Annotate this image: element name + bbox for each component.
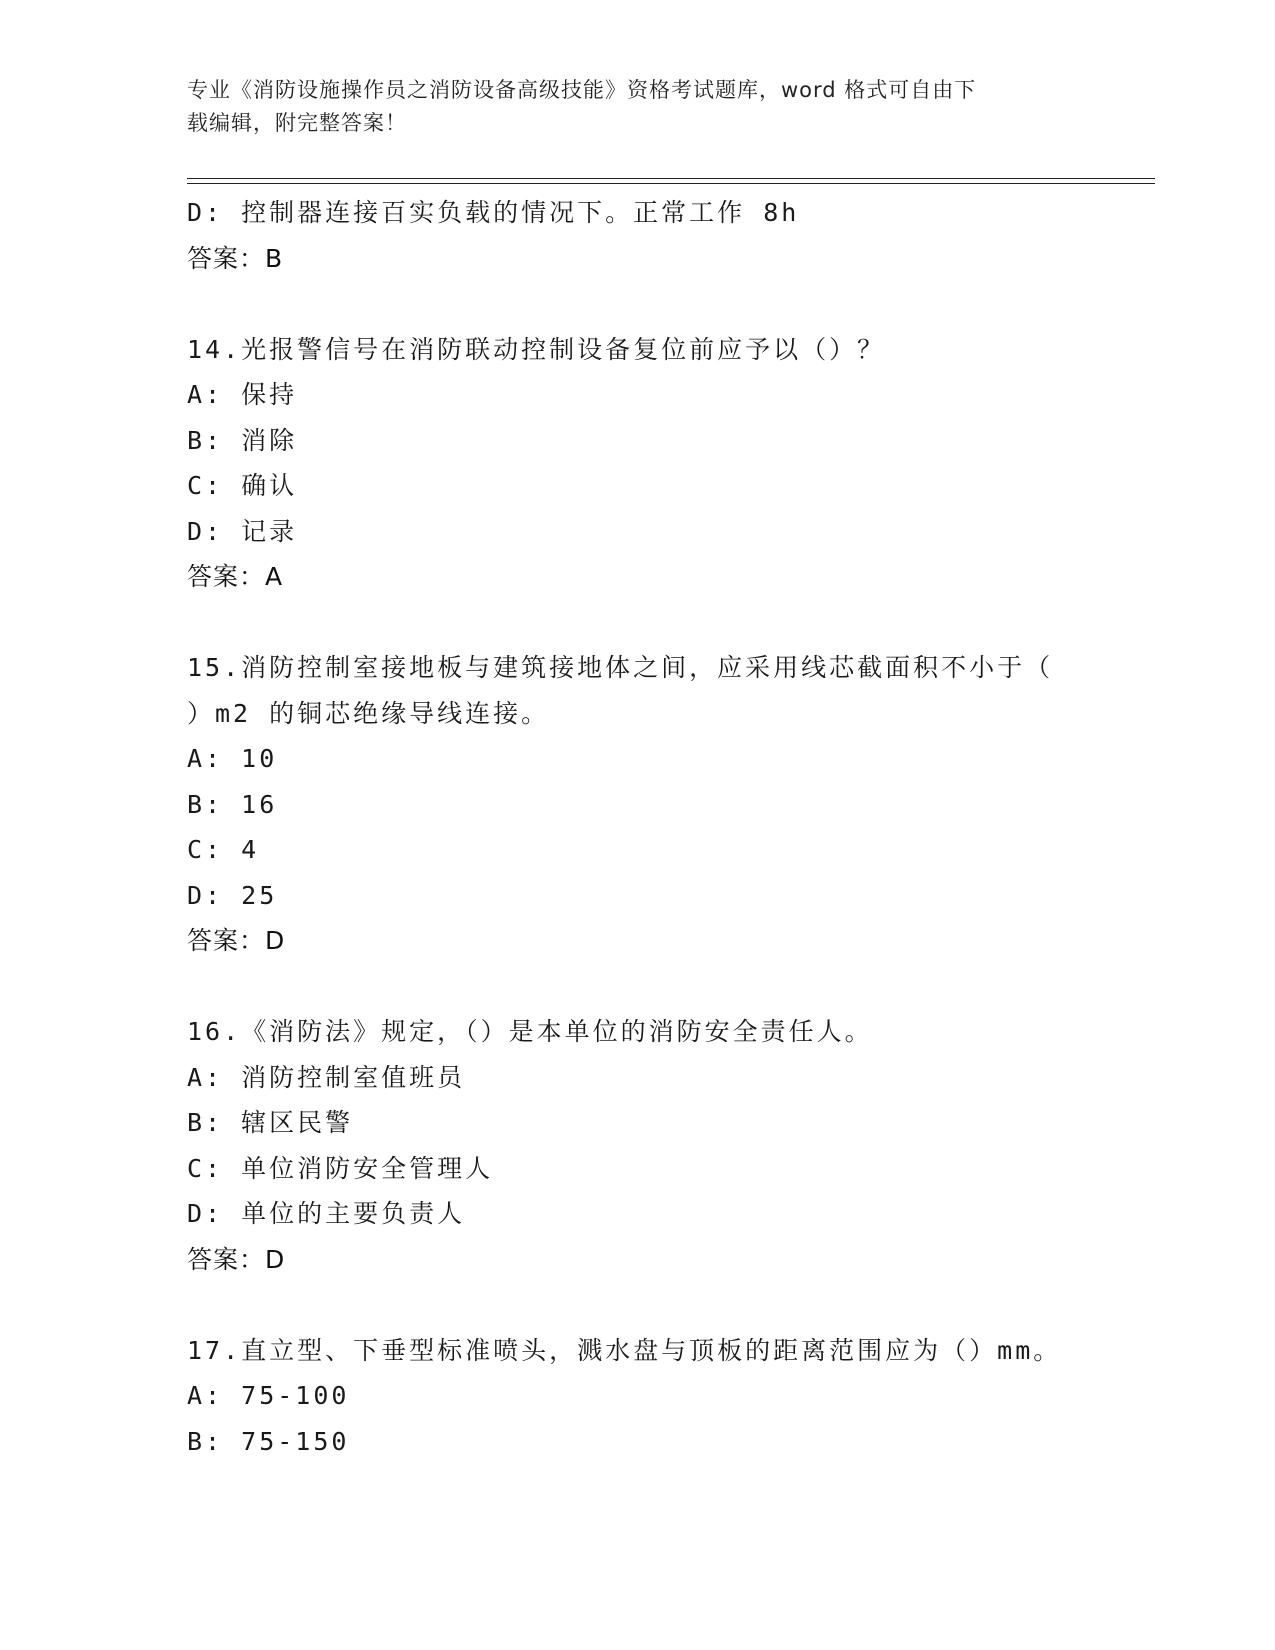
header-line-2: 载编辑，附完整答案！ xyxy=(187,111,407,135)
question-14 xyxy=(187,327,1087,600)
question-stem: 14.光报警信号在消防联动控制设备复位前应予以（）？ xyxy=(187,334,886,364)
answer: 答案：D xyxy=(187,1244,286,1274)
question-15 xyxy=(187,645,1087,964)
prev-answer: 答案：B xyxy=(187,243,284,273)
option-b: B: 16 xyxy=(187,789,278,819)
prev-option-d: D: 控制器连接百实负载的情况下。正常工作 8h xyxy=(187,198,800,227)
spacer xyxy=(187,1282,1087,1328)
header-divider-bottom xyxy=(187,183,1155,184)
spacer xyxy=(187,964,1087,1010)
option-d: D: 25 xyxy=(187,880,278,910)
option-b: B: 辖区民警 xyxy=(187,1108,354,1137)
option-b: B: 75-150 xyxy=(187,1426,350,1456)
question-stem: 15.消防控制室接地板与建筑接地体之间，应采用线芯截面积不小于（ xyxy=(187,653,1054,682)
question-17 xyxy=(187,1328,1087,1465)
option-d: D: 单位的主要负责人 xyxy=(187,1199,466,1228)
spacer xyxy=(187,281,1087,327)
header-divider-top xyxy=(187,178,1155,179)
question-stem-continued: ）m2 的铜芯绝缘导线连接。 xyxy=(187,698,550,728)
question-16 xyxy=(187,1009,1087,1282)
option-a: A: 消防控制室值班员 xyxy=(187,1062,466,1092)
answer: 答案：D xyxy=(187,926,286,955)
header-line-1: 专业《消防设施操作员之消防设备高级技能》资格考试题库，word 格式可自由下 xyxy=(187,78,977,102)
question-stem: 17.直立型、下垂型标准喷头，溅水盘与顶板的距离范围应为（）mm。 xyxy=(187,1335,1062,1365)
option-a: A: 保持 xyxy=(187,380,298,409)
question-list xyxy=(187,190,1087,1464)
spacer xyxy=(187,600,1087,646)
option-d: D: 记录 xyxy=(187,516,298,546)
document-header xyxy=(187,74,1067,140)
option-c: C: 4 xyxy=(187,835,260,864)
option-c: C: 单位消防安全管理人 xyxy=(187,1153,494,1183)
question-stem: 16.《消防法》规定，（）是本单位的消防安全责任人。 xyxy=(187,1017,873,1046)
option-b: B: 消除 xyxy=(187,425,298,455)
option-a: A: 75-100 xyxy=(187,1381,350,1410)
answer: 答案：A xyxy=(187,562,284,591)
option-a: A: 10 xyxy=(187,744,278,773)
option-c: C: 确认 xyxy=(187,471,298,500)
